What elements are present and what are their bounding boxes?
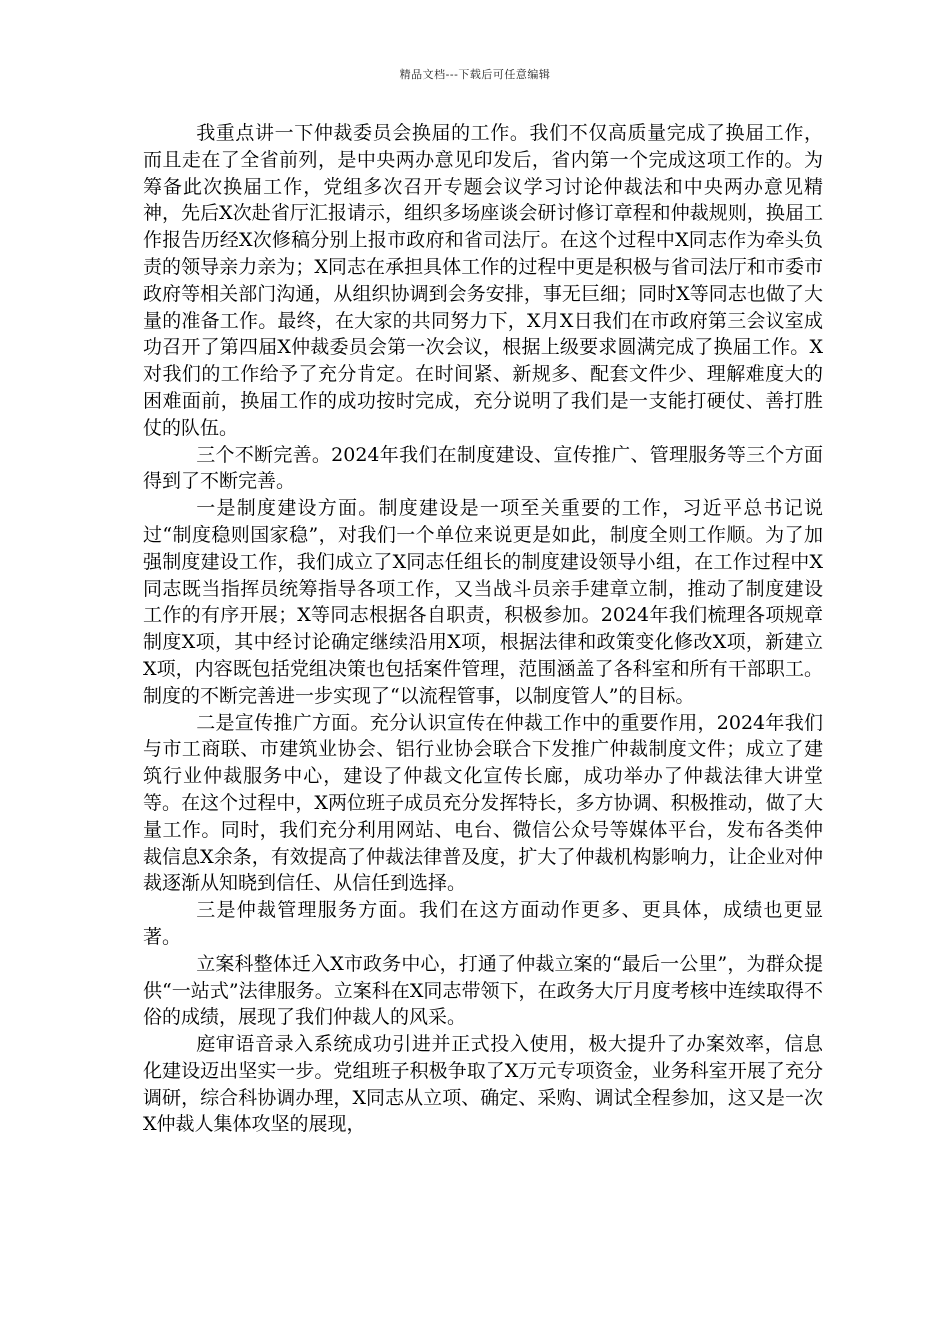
paragraph-voice-system: 庭审语音录入系统成功引进并正式投入使用，极大提升了办案效率，信息化建设迈出坚实一步。党组班子积极争取了X万元专项资金，业务科室开展了充分调研，综合科协调办理，X同志从立项、确定、采购、调试全程参加，这又是一次X仲裁人集体攻坚的展现， <box>143 1033 823 1136</box>
paragraph-filing-office: 立案科整体迁入X市政务中心，打通了仲裁立案的“最后一公里”，为群众提供“一站式”法律服务。立案科在X同志带领下，在政务大厅月度考核中连续取得不俗的成绩，展现了我们仲裁人的风采。 <box>143 952 823 1029</box>
paragraph-management-service: 三是仲裁管理服务方面。我们在这方面动作更多、更具体，成绩也更显著。 <box>143 899 823 948</box>
page-header: 精品文档---下载后可任意编辑 <box>399 68 551 81</box>
paragraph-three-improvements: 三个不断完善。2024年我们在制度建设、宣传推广、管理服务等三个方面得到了不断完善。 <box>143 443 823 493</box>
document-body <box>143 120 823 1138</box>
paragraph-system-building: 一是制度建设方面。制度建设是一项至关重要的工作，习近平总书记说过“制度稳则国家稳”，对我们一个单位来说更是如此，制度全则工作顺。为了加强制度建设工作，我们成立了X同志任组长的制度建设领导小组，在工作过程中X同志既当指挥员统筹指导各项工作，又当战斗员亲手建章立制，推动了制度建设工作的有序开展；X等同志根据各自职责，积极参加。2024年我们梳理各项规章制度X项，其中经讨论确定继续沿用X项，根据法律和政策变化修改X项，新建立X项，内容既包括党组决策也包括案件管理，范围涵盖了各科室和所有干部职工。制度的不断完善进一步实现了“以流程管事，以制度管人”的目标。 <box>143 497 823 707</box>
paragraph-publicity: 二是宣传推广方面。充分认识宣传在仲裁工作中的重要作用，2024年我们与市工商联、市建筑业协会、铝行业协会联合下发推广仲裁制度文件；成立了建筑行业仲裁服务中心，建设了仲裁文化宣传长廊，成功举办了仲裁法律大讲堂等。在这个过程中，X两位班子成员充分发挥特长，多方协调、积极推动，做了大量工作。同时，我们充分利用网站、电台、微信公众号等媒体平台，发布各类仲裁信息X余条，有效提高了仲裁法律普及度，扩大了仲裁机构影响力，让企业对仲裁逐渐从知晓到信任、从信任到选择。 <box>143 711 823 895</box>
paragraph-term-change: 我重点讲一下仲裁委员会换届的工作。我们不仅高质量完成了换届工作，而且走在了全省前列，是中央两办意见印发后，省内第一个完成这项工作的。为筹备此次换届工作，党组多次召开专题会议学习讨论仲裁法和中央两办意见精神，先后X次赴省厅汇报请示，组织多场座谈会研讨修订章程和仲裁规则，换届工作报告历经X次修稿分别上报市政府和省司法厅。在这个过程中X同志作为牵头负责的领导亲力亲为；X同志在承担具体工作的过程中更是积极与省司法厅和市委市政府等相关部门沟通，从组织协调到会务安排，事无巨细；同时X等同志也做了大量的准备工作。最终，在大家的共同努力下，X月X日我们在市政府第三会议室成功召开了第四届X仲裁委员会第一次会议，根据上级要求圆满完成了换届工作。X对我们的工作给予了充分肯定。在时间紧、新规多、配套文件少、理解难度大的困难面前，换届工作的成功按时完成，充分说明了我们是一支能打硬仗、善打胜仗的队伍。 <box>143 122 823 439</box>
